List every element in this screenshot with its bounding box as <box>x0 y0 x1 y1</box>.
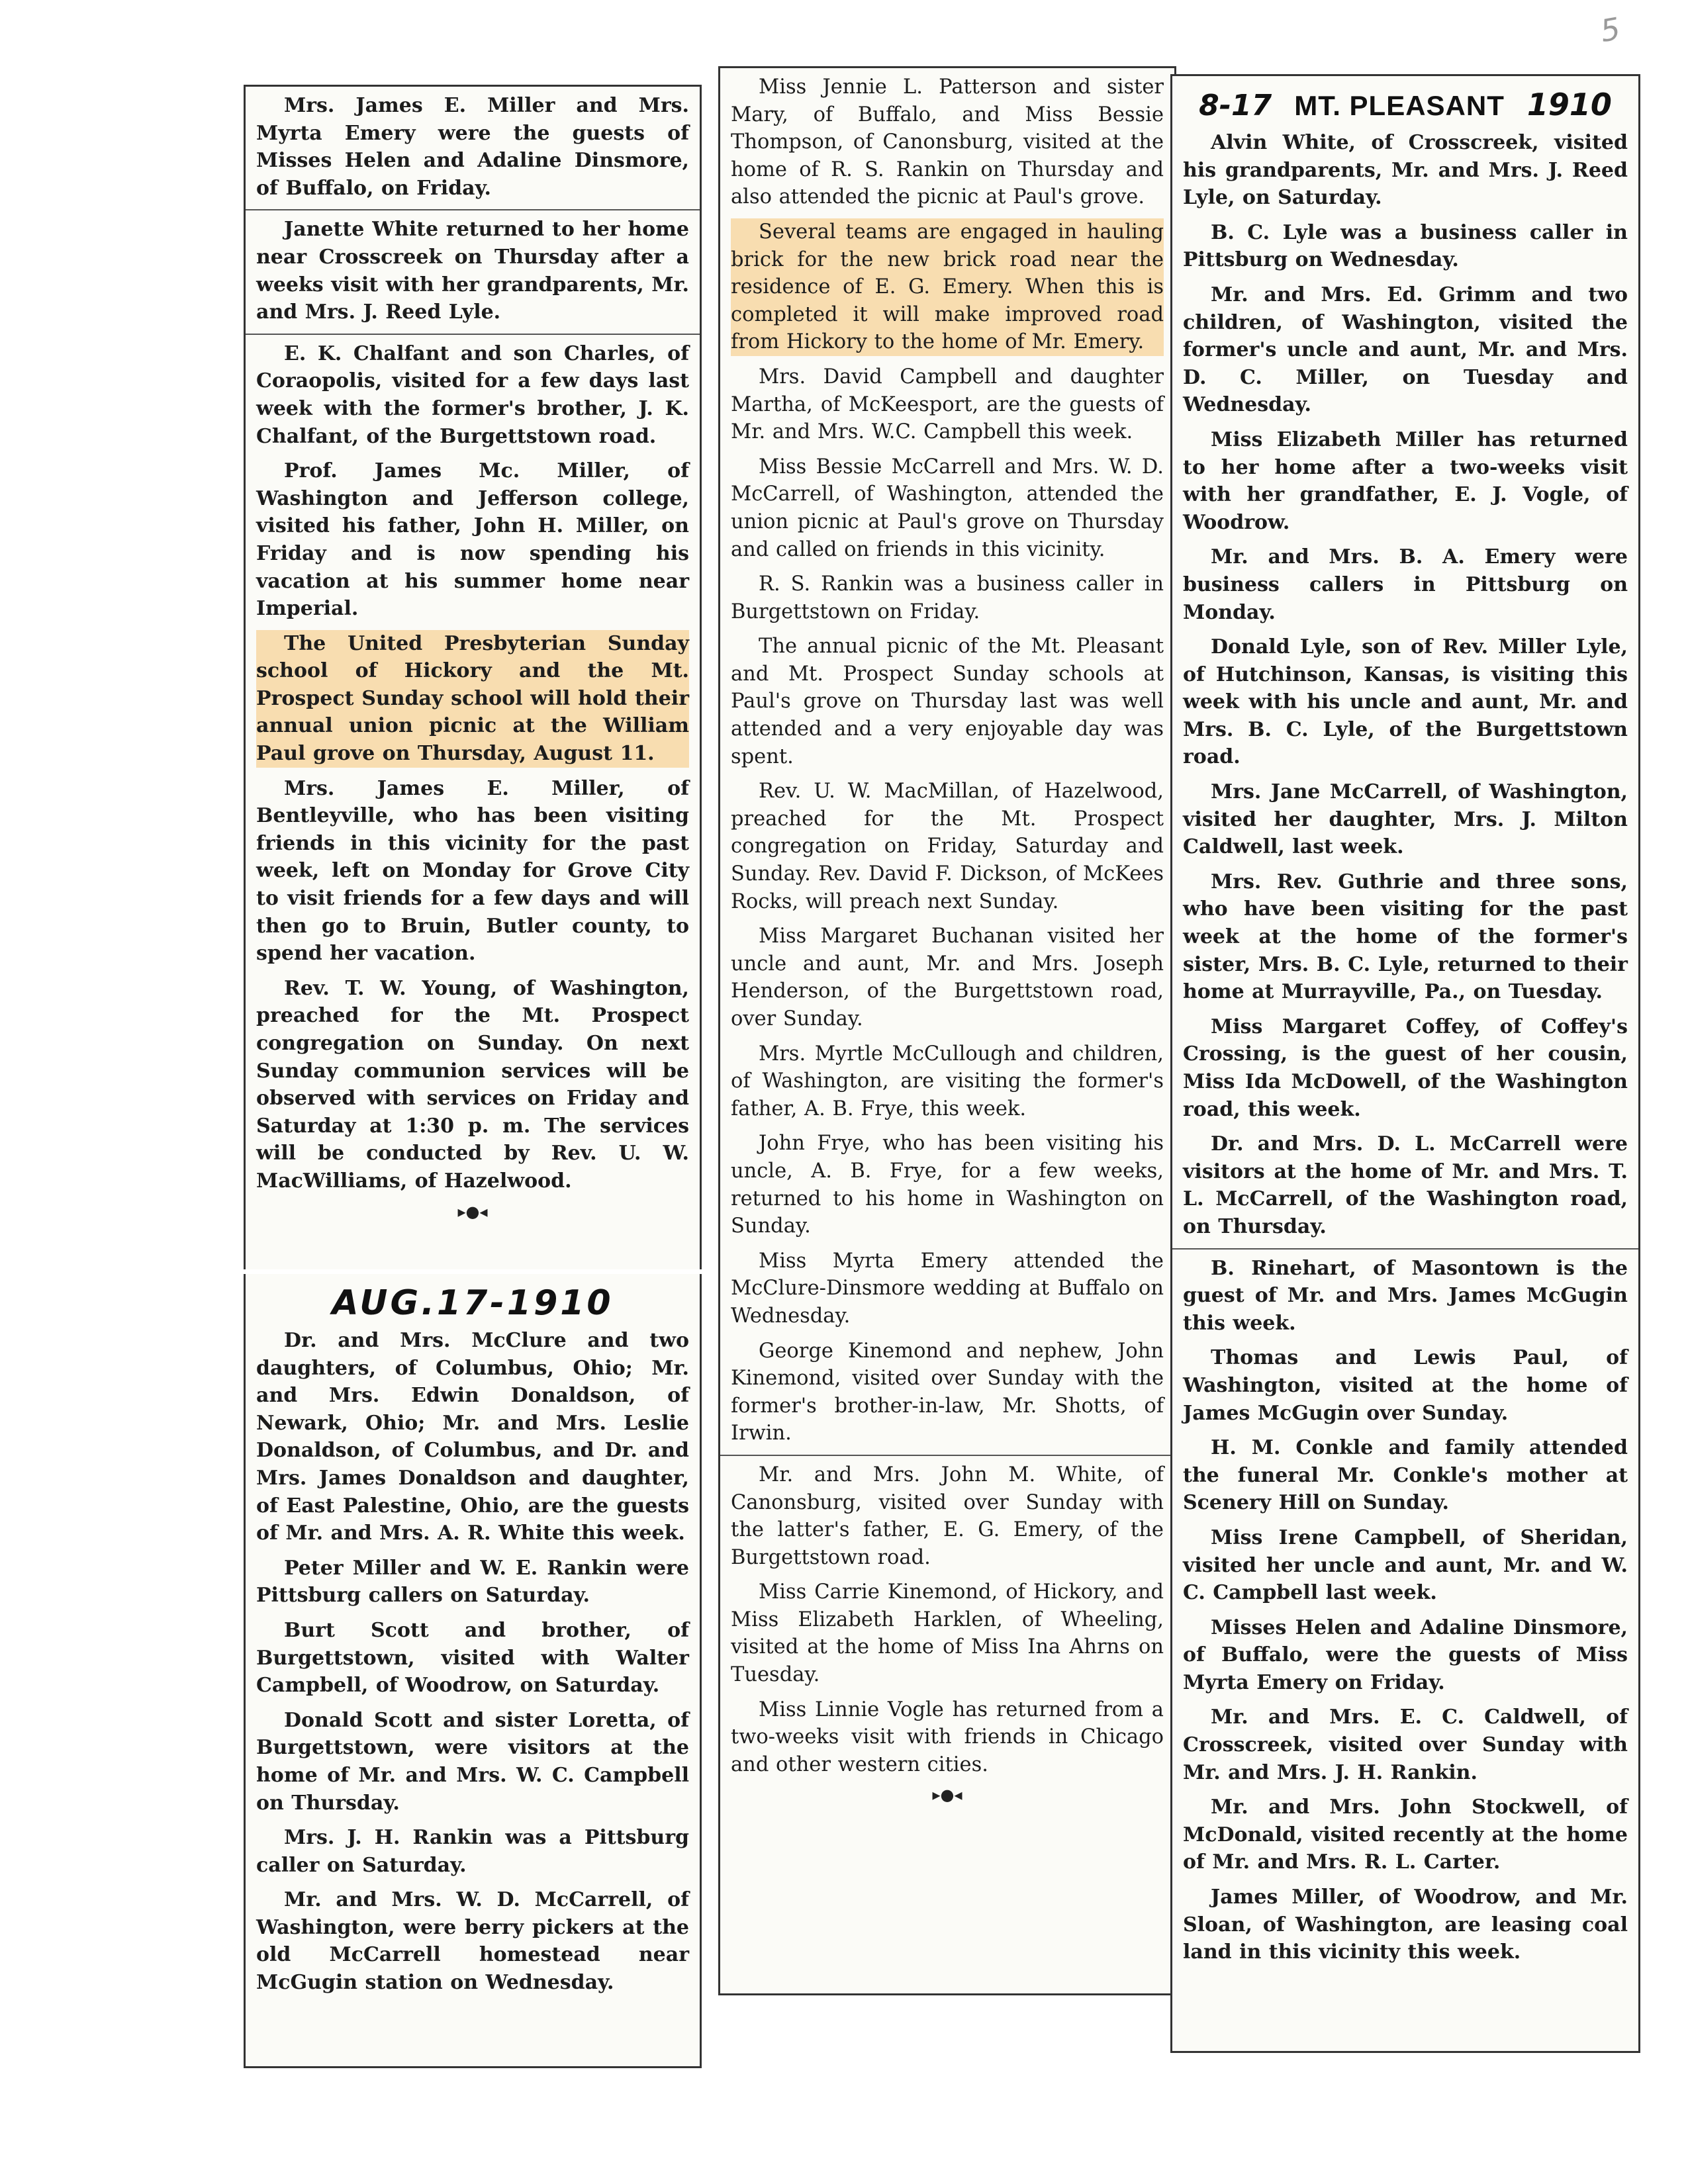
news-item-highlighted: Several teams are engaged in hauling brick for the new brick road near the residence of E. G. Emery. When this is completed it will make improved road from Hickory to the home of Mr. Emery. <box>731 218 1164 356</box>
news-item: Miss Margaret Buchanan visited her uncle and aunt, Mr. and Mrs. Joseph Henderson, of the Burgettstown road, over Sunday. <box>731 925 1164 1030</box>
news-item: Mrs. David Campbell and daughter Martha, of McKeesport, are the guests of Mr. and Mrs. W.C. Campbell this week. <box>731 365 1164 444</box>
news-item: B. C. Lyle was a business caller in Pittsburg on Wednesday. <box>1183 220 1628 272</box>
news-item: Alvin White, of Crosscreek, visited his grandparents, Mr. and Mrs. J. Reed Lyle, on Saturday. <box>1183 131 1628 210</box>
news-item: Donald Lyle, son of Rev. Miller Lyle, of Hutchinson, Kansas, is visiting this week with his uncle and aunt, Mr. and Mrs. B. C. Lyle, of the Burgettstown road. <box>1183 635 1628 769</box>
news-item: Mr. and Mrs. E. C. Caldwell, of Crosscreek, visited over Sunday with Mr. and Mrs. J. H. Rankin. <box>1183 1706 1628 1784</box>
clipping-col1-bottom <box>244 1274 702 2068</box>
news-item: Miss Myrta Emery attended the McClure-Dinsmore wedding at Buffalo on Wednesday. <box>731 1249 1164 1328</box>
divider <box>246 209 700 210</box>
divider <box>246 334 700 335</box>
news-item: Rev. U. W. MacMillan, of Hazelwood, preached for the Mt. Prospect congregation on Friday, Saturday and Sunday. Rev. David F. Dickson, of McKees Rocks, will preach next Sunday. <box>731 780 1164 913</box>
news-item: Rev. T. W. Young, of Washington, preached for the Mt. Prospect congregation on Sunday. On next Sunday communion services will be observed with services on Friday and Saturday at 1:30 p. m. The services will be conducted by Rev. U. W. MacWilliams, of Hazelwood. <box>256 976 689 1193</box>
news-item: Miss Bessie McCarrell and Mrs. W. D. McCarrell, of Washington, attended the union picnic at Paul's grove on Thursday and called on friends in this vicinity. <box>731 455 1164 561</box>
news-item: George Kinemond and nephew, John Kinemond, visited over Sunday with the former's brother-in-law, Mr. Shotts, of Irwin. <box>731 1339 1164 1445</box>
news-item: Miss Margaret Coffey, of Coffey's Crossing, is the guest of her cousin, Miss Ida McDowell, of the Washington road, this week. <box>1183 1015 1628 1121</box>
divider <box>720 1455 1174 1456</box>
news-item: Donald Scott and sister Loretta, of Burgettstown, were visitors at the home of Mr. and Mrs. W. C. Campbell on Thursday. <box>256 1708 689 1815</box>
end-ornament: ▸●◂ <box>457 1202 488 1221</box>
end-ornament: ▸●◂ <box>932 1786 962 1805</box>
news-item: H. M. Conkle and family attended the funeral Mr. Conkle's mother at Scenery Hill on Sunday. <box>1183 1436 1628 1515</box>
news-item: Janette White returned to her home near Crosscreek on Thursday after a weeks visit with her grandparents, Mr. and Mrs. J. Reed Lyle. <box>256 218 689 324</box>
news-item: James Miller, of Woodrow, and Mr. Sloan, of Washington, are leasing coal land in this vicinity this week. <box>1183 1886 1628 1964</box>
clipping-col3 <box>1170 74 1640 2053</box>
handwritten-year: 1910 <box>1526 87 1612 122</box>
news-item: E. K. Chalfant and son Charles, of Coraopolis, visited for a few days last week with the former's brother, J. K. Chalfant, of the Burgettstown road. <box>256 341 689 448</box>
news-item: Burt Scott and brother, of Burgettstown, visited with Walter Campbell, of Woodrow, on Saturday. <box>256 1618 689 1698</box>
news-item: Miss Linnie Vogle has returned from a two-weeks visit with friends in Chicago and other western cities. <box>731 1698 1164 1776</box>
news-item: R. S. Rankin was a business caller in Burgettstown on Friday. <box>731 572 1164 623</box>
news-item: Mrs. Jane McCarrell, of Washington, visited her daughter, Mrs. J. Milton Caldwell, last week. <box>1183 780 1628 859</box>
news-item: Mr. and Mrs. W. D. McCarrell, of Washington, were berry pickers at the old McCarrell homestead near McGugin station on Wednesday. <box>256 1888 689 1995</box>
divider <box>1172 1248 1638 1250</box>
news-item: Mr. and Mrs. Ed. Grimm and two children, of Washington, visited the former's uncle and aunt, Mr. and Mrs. D. C. Miller, on Tuesday and Wednesday. <box>1183 283 1628 417</box>
news-item: Miss Elizabeth Miller has returned to her home after a two-weeks visit with her grandfather, E. J. Vogle, of Woodrow. <box>1183 428 1628 534</box>
news-item: Dr. and Mrs. McClure and two daughters, of Columbus, Ohio; Mr. and Mrs. Edwin Donaldson, of Newark, Ohio; Mr. and Mrs. Leslie Donaldson, of Columbus, and Dr. and Mrs. James Donaldson and daughter, of East Palestine, Ohio, are the guests of Mr. and Mrs. A. R. White this week. <box>256 1329 689 1545</box>
news-item: Mrs. Rev. Guthrie and three sons, who have been visiting for the past week at the home of the former's sister, Mrs. B. C. Lyle, returned to their home at Murrayville, Pa., on Tuesday. <box>1183 870 1628 1004</box>
news-item-highlighted: The United Presbyterian Sunday school of Hickory and the Mt. Prospect Sunday school will hold their annual union picnic at the William Paul grove on Thursday, August 11. <box>256 630 689 768</box>
column-header <box>1183 87 1628 122</box>
news-item: Mrs. J. H. Rankin was a Pittsburg caller on Saturday. <box>256 1826 689 1877</box>
news-item: The annual picnic of the Mt. Pleasant and Mt. Prospect Sunday schools at Paul's grove on Thursday last was well attended and a very enjoyable day was spent. <box>731 635 1164 768</box>
page-number: 5 <box>1597 10 1623 50</box>
news-item: Miss Irene Campbell, of Sheridan, visited her uncle and aunt, Mr. and W. C. Campbell last week. <box>1183 1525 1628 1605</box>
news-item: B. Rinehart, of Masontown is the guest of Mr. and Mrs. James McGugin this week. <box>1183 1256 1628 1335</box>
news-item: Mrs. Myrtle McCullough and children, of Washington, are visiting the former's father, A. B. Frye, this week. <box>731 1042 1164 1120</box>
news-item: Mrs. James E. Miller and Mrs. Myrta Emery were the guests of Misses Helen and Adaline Dinsmore, of Buffalo, on Friday. <box>256 94 689 200</box>
news-item: Mr. and Mrs. B. A. Emery were business callers in Pittsburg on Monday. <box>1183 545 1628 624</box>
news-item: Miss Jennie L. Patterson and sister Mary, of Buffalo, and Miss Bessie Thompson, of Canonsburg, visited at the home of R. S. Rankin on Thursday and also attended the picnic at Paul's grove. <box>731 75 1164 209</box>
handwritten-date: 8-17 <box>1199 89 1272 122</box>
clipping-col2 <box>718 66 1176 1995</box>
news-item: Miss Carrie Kinemond, of Hickory, and Miss Elizabeth Harklen, of Wheeling, visited at the home of Miss Ina Ahrns on Tuesday. <box>731 1580 1164 1687</box>
news-item: Mrs. James E. Miller, of Bentleyville, who has been visiting friends in this vicinity for the past week, left on Monday for Grove City to visit friends for a few days and will then go to Bruin, Butler county, to spend her vacation. <box>256 776 689 966</box>
news-item: Peter Miller and W. E. Rankin were Pittsburg callers on Saturday. <box>256 1556 689 1608</box>
news-item: John Frye, who has been visiting his uncle, A. B. Frye, for a few weeks, returned to his home in Washington on Sunday. <box>731 1132 1164 1238</box>
news-item: Mr. and Mrs. John Stockwell, of McDonald, visited recently at the home of Mr. and Mrs. R. L. Carter. <box>1183 1796 1628 1874</box>
news-item: Misses Helen and Adaline Dinsmore, of Buffalo, were the guests of Miss Myrta Emery on Friday. <box>1183 1615 1628 1694</box>
news-item: Prof. James Mc. Miller, of Washington and Jefferson college, visited his father, John H. Miller, on Friday and is now spending his vacation at his summer home near Imperial. <box>256 459 689 621</box>
news-item: Thomas and Lewis Paul, of Washington, visited at the home of James McGugin over Sunday. <box>1183 1346 1628 1425</box>
handwritten-date: AUG.17-1910 <box>332 1283 614 1323</box>
clipping-col1-top <box>244 85 702 1269</box>
news-item: Mr. and Mrs. John M. White, of Canonsburg, visited over Sunday with the latter's father, E. G. Emery, of the Burgettstown road. <box>731 1463 1164 1569</box>
news-item: Dr. and Mrs. D. L. McCarrell were visitors at the home of Mr. and Mrs. T. L. McCarrell, of the Washington road, on Thursday. <box>1183 1132 1628 1238</box>
section-title: MT. PLEASANT <box>1294 90 1505 121</box>
